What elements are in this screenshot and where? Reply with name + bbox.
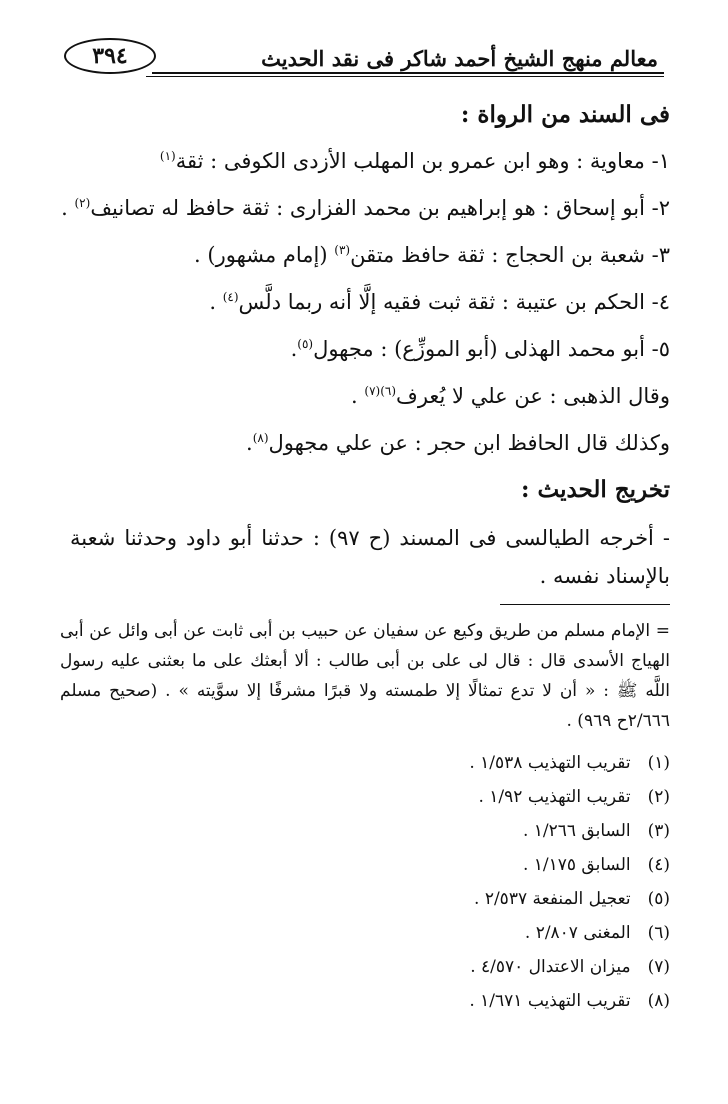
footnote: (٨) تقريب التهذيب ١/٦٧١ . (70, 984, 670, 1018)
section-heading-narrators: فى السند من الرواة : (460, 101, 670, 128)
footnote-ref: (١) (159, 149, 176, 163)
narrator-line: وكذلك قال الحافظ ابن حجر : عن علي مجهول$^{(٨)}$. (246, 431, 670, 455)
footnote: (٢) تقريب التهذيب ١/٩٢ . (70, 780, 670, 814)
footnote-number: (٢) (647, 787, 670, 807)
header-title: معالم منهج الشيخ أحمد شاكر فى نقد الحديث (261, 46, 658, 71)
footnote: (٦) المغنى ٢/٨٠٧ . (70, 916, 670, 950)
narrator-line: وقال الذهبى : عن علي لا يُعرف$^{(٦)(٧)}$ . (351, 384, 670, 408)
footnote-continuation: = الإمام مسلم من طريق وكيع عن سفيان عن حبيب بن أبى ثابت عن أبى وائل عن أبى الهياج الأسدى قال : قال لى على بن أبى طالب : ألا أبعثك على ما بعثنى عليه رسول اللَّه ﷺ : « أن لا تدع تمثالًا إلا طمسته ولا قبرًا مشرفًا إلا سوَّيته » . (صحيح مسلم ٢/٦٦٦ح ٩٦٩) . (60, 621, 670, 731)
footnote-ref: (٨) (252, 431, 269, 445)
footnote-separator (500, 604, 670, 605)
takhrij-paragraph: - أخرجه الطيالسى فى المسند (ح ٩٧) : حدثنا أبو داود وحدثنا شعبة بالإسناد نفسه . (70, 526, 670, 588)
footnote-ref: (٥) (297, 337, 314, 351)
footnote: (٣) السابق ١/٢٦٦ . (70, 814, 670, 848)
header-rule (152, 72, 664, 74)
footnote-number: (٧) (647, 957, 670, 977)
footnote: (٧) ميزان الاعتدال ٤/٥٧٠ . (70, 950, 670, 984)
footnote: (٥) تعجيل المنفعة ٢/٥٣٧ . (70, 882, 670, 916)
footnote-ref: (٢) (74, 196, 91, 210)
footnote-number: (٤) (647, 855, 670, 875)
main-text (61, 92, 670, 595)
footnote: (١) تقريب التهذيب ١/٥٣٨ . (70, 746, 670, 780)
narrator-line: ٣- شعبة بن الحجاج : ثقة حافظ متقن$^{(٣)}$ (إمام مشهور) . (194, 243, 670, 267)
footnote-number: (١) (647, 753, 670, 773)
footnote-list (70, 746, 670, 1018)
narrator-line: ١- معاوية : وهو ابن عمرو بن المهلب الأزدى الكوفى : ثقة$^{(١)}$ (159, 149, 670, 173)
footnote-number: (٣) (647, 821, 670, 841)
page-number: ٣٩٤ (64, 38, 156, 74)
narrator-line: ٤- الحكم بن عتيبة : ثقة ثبت فقيه إلَّا أنه ربما دلَّس$^{(٤)}$ . (209, 290, 670, 314)
header-rule-thin (146, 76, 664, 77)
footnote-number: (٦) (647, 923, 670, 943)
running-header (64, 38, 664, 84)
footnote-number: (٥) (647, 889, 670, 909)
footnote-ref: (٤) (222, 290, 239, 304)
narrator-line: ٢- أبو إسحاق : هو إبراهيم بن محمد الفزارى : ثقة حافظ له تصانيف$^{(٢)}$ . (61, 196, 670, 220)
footnote-ref: (٦)(٧) (364, 384, 397, 398)
narrator-line: ٥- أبو محمد الهذلى (أبو الموزِّع) : مجهول$^{(٥)}$. (290, 337, 670, 361)
footnote-ref: (٣) (334, 243, 351, 257)
footnote-number: (٨) (647, 991, 670, 1011)
section-heading-takhrij: تخريج الحديث : (521, 476, 670, 503)
footnote: (٤) السابق ١/١٧٥ . (70, 848, 670, 882)
